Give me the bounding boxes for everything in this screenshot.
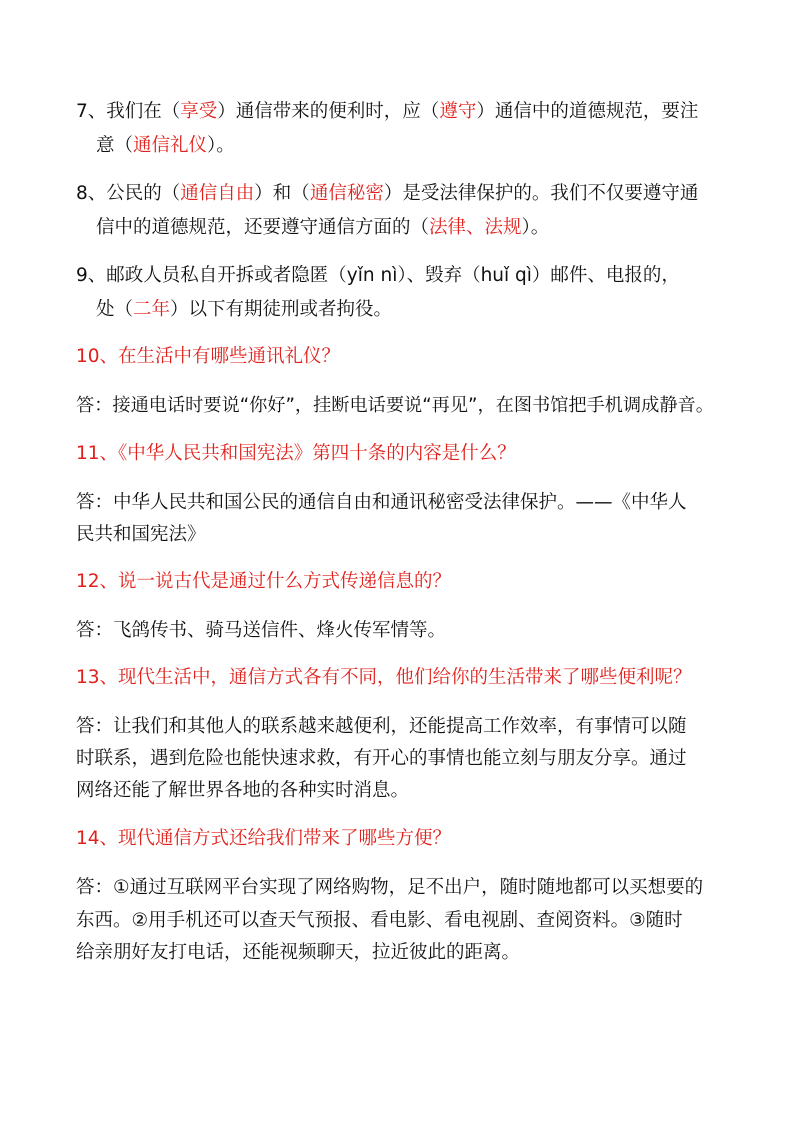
item-7-line-1 bbox=[76, 98, 736, 125]
item-7-text: 意（ bbox=[96, 135, 134, 156]
item-7-answer-obey: 遵守 bbox=[439, 101, 477, 122]
item-8-line-1 bbox=[76, 180, 736, 207]
question-10: 10、在生活中有哪些通讯礼仪？ bbox=[76, 346, 341, 367]
item-9-line-1: 9、邮政人员私自开拆或者隐匿（yǐn nì）、毁弃（huǐ qì）邮件、电报的， bbox=[76, 265, 680, 286]
item-8-text: ）是受法律保护的。我们不仅要遵守通 bbox=[383, 183, 699, 204]
item-9-line-2 bbox=[96, 296, 756, 323]
question-12: 12、说一说古代是通过什么方式传递信息的？ bbox=[76, 571, 452, 592]
item-8-answer-freedom: 通信自由 bbox=[180, 183, 255, 204]
answer-13-line-1: 答：让我们和其他人的联系越来越便利，还能提高工作效率，有事情可以随 bbox=[76, 716, 687, 737]
item-7-answer-etiquette: 通信礼仪 bbox=[133, 135, 208, 156]
answer-14-line-2: 东西。②用手机还可以查天气预报、看电影、看电视剧、查阅资料。③随时 bbox=[76, 910, 683, 931]
item-7-text: 7、我们在（ bbox=[76, 101, 181, 122]
item-8-line-2 bbox=[96, 214, 756, 241]
answer-13-line-3: 网络还能了解世界各地的各种实时消息。 bbox=[76, 780, 410, 801]
answer-13-line-2: 时联系，遇到危险也能快速求救，有开心的事情也能立刻与朋友分享。通过 bbox=[76, 748, 687, 769]
item-8-text: 8、公民的（ bbox=[76, 183, 181, 204]
answer-14-line-3: 给亲朋好友打电话，还能视频聊天，拉近彼此的距离。 bbox=[76, 942, 521, 963]
item-7-answer-enjoy: 享受 bbox=[180, 101, 218, 122]
item-9-answer-years: 二年 bbox=[133, 299, 171, 320]
item-7-line-2 bbox=[96, 132, 756, 159]
question-11: 11、《中华人民共和国宪法》第四十条的内容是什么？ bbox=[76, 443, 516, 464]
item-8-text: 信中的道德规范，还要遵守通信方面的（ bbox=[96, 217, 430, 238]
item-8-answer-secrecy: 通信秘密 bbox=[309, 183, 384, 204]
item-8-text: ）。 bbox=[521, 217, 550, 238]
item-8-text: ）和（ bbox=[254, 183, 310, 204]
item-7-text: ）。 bbox=[207, 135, 235, 156]
item-8-answer-laws: 法律、法规 bbox=[429, 217, 522, 238]
answer-11-line-2: 民共和国宪法》 bbox=[76, 524, 206, 545]
item-7-text: ）通信中的道德规范，要注 bbox=[476, 101, 699, 122]
question-14: 14、现代通信方式还给我们带来了哪些方便？ bbox=[76, 828, 452, 849]
answer-11-line-1: 答：中华人民共和国公民的通信自由和通讯秘密受法律保护。——《中华人 bbox=[76, 492, 687, 513]
answer-10: 答：接通电话时要说“你好”，挂断电话要说“再见”，在图书馆把手机调成静音。 bbox=[76, 395, 714, 416]
answer-14-line-1: 答：①通过互联网平台实现了网络购物，足不出户，随时随地都可以买想要的 bbox=[76, 877, 704, 898]
item-9-text: ）以下有期徒刑或者拘役。 bbox=[170, 299, 393, 320]
question-13: 13、现代生活中，通信方式各有不同，他们给你的生活带来了哪些便利呢？ bbox=[76, 667, 692, 688]
answer-12: 答：飞鸽传书、骑马送信件、烽火传军情等。 bbox=[76, 620, 447, 641]
item-9-text: 处（ bbox=[96, 299, 134, 320]
item-7-text: ）通信带来的便利时，应（ bbox=[217, 101, 440, 122]
